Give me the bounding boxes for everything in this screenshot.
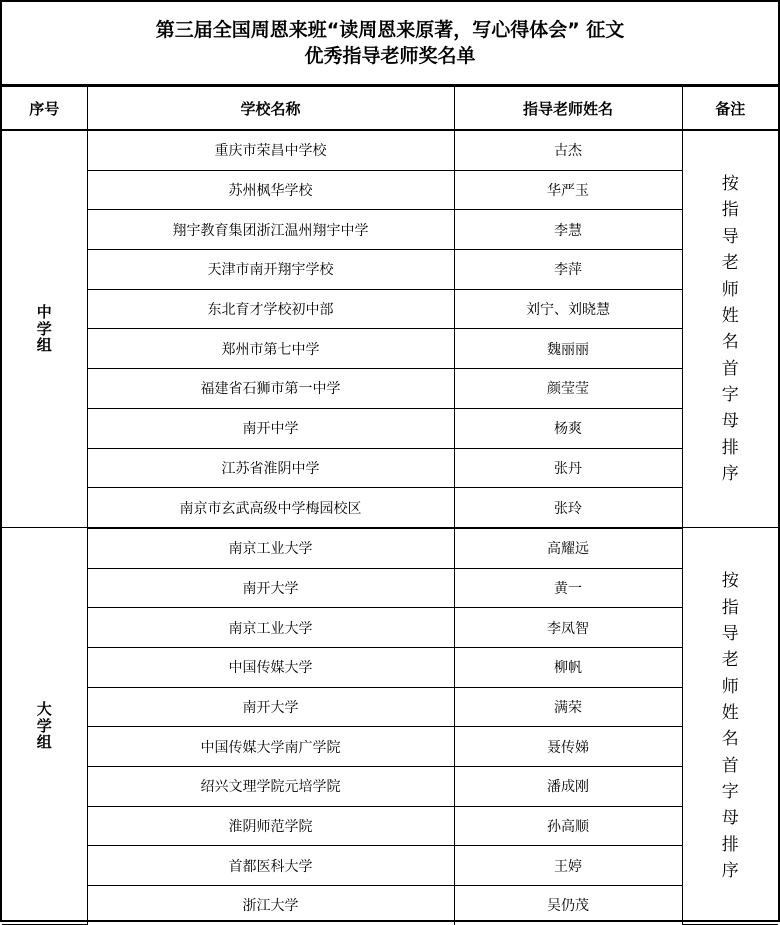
table-row — [2, 289, 778, 329]
school-name-cell: 南开大学 — [87, 568, 454, 608]
title-line-2: 优秀指导老师奖名单 — [304, 45, 476, 67]
teacher-name-cell: 古杰 — [454, 130, 682, 170]
teacher-name-cell: 黄一 — [454, 568, 682, 608]
teacher-name-cell: 李萍 — [454, 250, 682, 290]
group-name: 中学组 — [36, 303, 52, 355]
header-index: 序号 — [2, 87, 87, 131]
table-row — [2, 170, 778, 210]
school-name-cell: 南开大学 — [87, 687, 454, 727]
table-row — [2, 727, 778, 767]
award-table — [2, 86, 778, 925]
table-row — [2, 767, 778, 807]
header-school: 学校名称 — [87, 87, 454, 131]
school-name-cell: 南京工业大学 — [87, 528, 454, 568]
header-note: 备注 — [682, 87, 778, 131]
teacher-name-cell: 王婷 — [454, 846, 682, 886]
title-line-1: 第三届全国周恩来班“读周恩来原著，写心得体会” 征文 — [155, 19, 625, 41]
note-text: 按指导老师姓名首字母排序 — [721, 571, 739, 882]
table-row — [2, 130, 778, 170]
table-body — [2, 130, 778, 925]
teacher-name-cell: 颜莹莹 — [454, 369, 682, 409]
table-row — [2, 608, 778, 648]
school-name-cell: 淮阴师范学院 — [87, 806, 454, 846]
teacher-name-cell: 聂传娣 — [454, 727, 682, 767]
table-row — [2, 488, 778, 528]
table-row — [2, 329, 778, 369]
title-block — [2, 2, 778, 86]
school-name-cell: 绍兴文理学院元培学院 — [87, 767, 454, 807]
teacher-name-cell: 张丹 — [454, 448, 682, 488]
table-row — [2, 886, 778, 925]
teacher-name-cell: 张玲 — [454, 488, 682, 528]
header-teacher: 指导老师姓名 — [454, 87, 682, 131]
school-name-cell: 中国传媒大学南广学院 — [87, 727, 454, 767]
table-row — [2, 806, 778, 846]
teacher-name-cell: 高耀远 — [454, 528, 682, 568]
teacher-name-cell: 满荣 — [454, 687, 682, 727]
table-row — [2, 369, 778, 409]
teacher-name-cell: 李慧 — [454, 210, 682, 250]
teacher-name-cell: 魏丽丽 — [454, 329, 682, 369]
table-row — [2, 568, 778, 608]
school-name-cell: 浙江大学 — [87, 886, 454, 925]
group-name-cell — [2, 130, 87, 528]
group-name: 大学组 — [36, 700, 52, 752]
note-cell — [682, 130, 778, 528]
note-text: 按指导老师姓名首字母排序 — [721, 174, 739, 484]
header-row — [2, 87, 778, 131]
teacher-name-cell: 孙高顺 — [454, 806, 682, 846]
school-name-cell: 首都医科大学 — [87, 846, 454, 886]
note-cell — [682, 528, 778, 925]
table-row — [2, 448, 778, 488]
school-name-cell: 翔宇教育集团浙江温州翔宇中学 — [87, 210, 454, 250]
teacher-name-cell: 潘成刚 — [454, 767, 682, 807]
school-name-cell: 南京工业大学 — [87, 608, 454, 648]
table-row — [2, 687, 778, 727]
table-row — [2, 647, 778, 687]
teacher-name-cell: 吴仍茂 — [454, 886, 682, 925]
table-row — [2, 408, 778, 448]
table-row — [2, 528, 778, 568]
teacher-name-cell: 杨爽 — [454, 408, 682, 448]
table-row — [2, 250, 778, 290]
school-name-cell: 天津市南开翔宇学校 — [87, 250, 454, 290]
school-name-cell: 南京市玄武高级中学梅园校区 — [87, 488, 454, 528]
teacher-name-cell: 华严玉 — [454, 170, 682, 210]
teacher-name-cell: 柳帆 — [454, 647, 682, 687]
teacher-name-cell: 李凤智 — [454, 608, 682, 648]
school-name-cell: 南开中学 — [87, 408, 454, 448]
table-row — [2, 846, 778, 886]
school-name-cell: 重庆市荣昌中学校 — [87, 130, 454, 170]
school-name-cell: 福建省石狮市第一中学 — [87, 369, 454, 409]
school-name-cell: 郑州市第七中学 — [87, 329, 454, 369]
school-name-cell: 江苏省淮阴中学 — [87, 448, 454, 488]
school-name-cell: 苏州枫华学校 — [87, 170, 454, 210]
teacher-name-cell: 刘宁、刘晓慧 — [454, 289, 682, 329]
group-name-cell — [2, 528, 87, 925]
school-name-cell: 中国传媒大学 — [87, 647, 454, 687]
table-row — [2, 210, 778, 250]
school-name-cell: 东北育才学校初中部 — [87, 289, 454, 329]
